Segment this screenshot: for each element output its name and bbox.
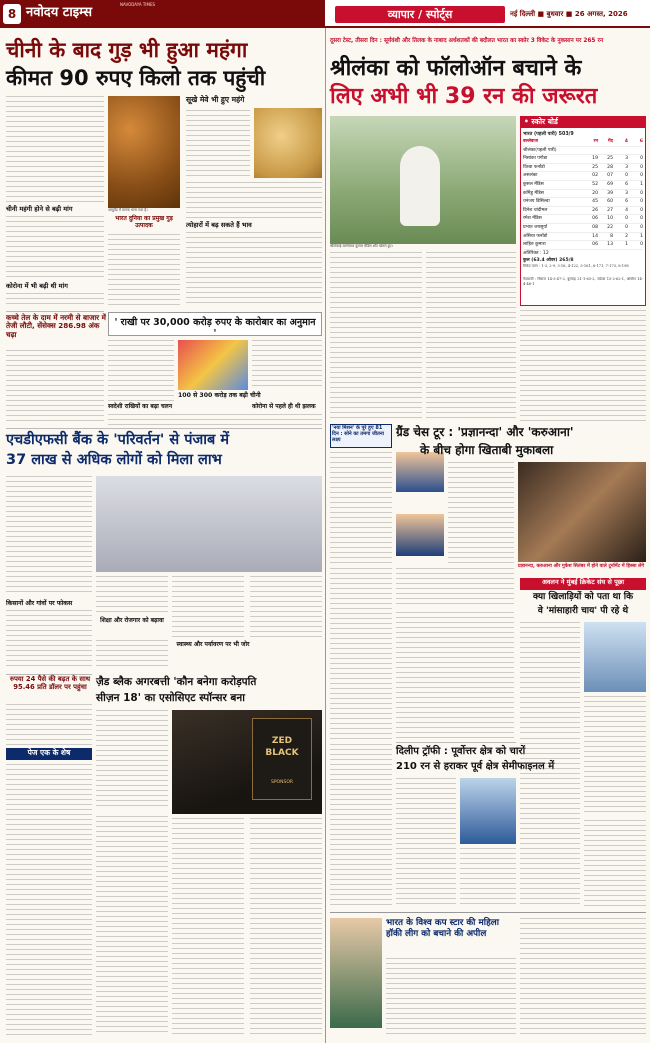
scoreboard-stat-cell: 45 xyxy=(592,199,598,205)
cricket-headline-line1: श्रीलंका को फॉलोऑन बचाने के xyxy=(330,56,582,81)
scoreboard-stat-cell: 0 xyxy=(640,173,643,179)
mumbai-photo xyxy=(584,622,646,692)
scoreboard-row xyxy=(523,215,643,224)
mumbai-article-col4 xyxy=(584,820,646,908)
scoreboard-row xyxy=(523,241,643,250)
scoreboard-stat-cell: 07 xyxy=(607,173,613,179)
player-photo-1 xyxy=(396,452,444,492)
cricket-article-col2 xyxy=(426,252,516,422)
scoreboard-stat-cell: 69 xyxy=(607,181,613,187)
scoreboard-player-cell: निसांका पगौडा xyxy=(523,156,548,162)
scoreboard-stat-cell: 6 xyxy=(639,139,643,144)
scoreboard-stat-cell: 20 xyxy=(592,190,598,196)
scoreboard-stat-cell: 52 xyxy=(592,181,598,187)
hdfc-article-col3 xyxy=(172,576,244,640)
scoreboard-player-cell: धनंजय डिसिल्वा xyxy=(523,199,550,205)
dry-fruits-photo xyxy=(254,108,322,178)
kbc-brand-zed: ZED xyxy=(271,736,293,746)
scoreboard-stat-cell: 25 xyxy=(592,164,598,170)
cricket-strap: दूसरा टेस्ट, तीसरा दिन : सूर्यवंशी और तिलक के नाबाद अर्धशतकों की बदौलत भारत का स्कोर 3 विकेट के नुकसान पर 265 रन xyxy=(330,38,604,44)
chess-caption: प्रज्ञानन्दा, करुआना और गुकेश सितंबर में होने वाले टूर्नामेंट में हिस्सा लेंगे xyxy=(518,564,645,569)
right-article-bottom-left xyxy=(330,744,392,908)
mumbai-article-col1 xyxy=(520,622,580,734)
kbc-article-col1 xyxy=(96,710,168,810)
hockey-article-col1 xyxy=(386,958,516,1036)
scoreboard-row xyxy=(523,190,643,199)
kbc-brand-black: BLACK xyxy=(265,748,299,758)
lead-article-col1c xyxy=(6,293,104,307)
hockey-article-col2 xyxy=(520,918,646,1036)
dry-fruit-article-b xyxy=(186,182,322,222)
scoreboard-stat-cell: 25 xyxy=(607,156,613,162)
scoreboard-stat-cell: 0 xyxy=(625,224,628,230)
hdfc-subhead-farmers: किसानों और गांवों पर फोकस xyxy=(6,600,73,607)
dry-fruit-article-c xyxy=(186,232,322,306)
rakhi-article-col3 xyxy=(252,340,322,390)
sensex-article xyxy=(6,350,104,424)
scoreboard-stat-cell: 4 xyxy=(624,139,628,144)
lead-headline-line2: कीमत 90 रुपए किलो तक पहुंची xyxy=(6,66,266,90)
scoreboard-stat-cell xyxy=(598,147,613,155)
scoreboard-row xyxy=(523,207,643,216)
mumbai-article-col3 xyxy=(520,738,580,908)
scoreboard-stat-cell: 1 xyxy=(640,233,643,239)
chess-article-col3 xyxy=(396,612,514,740)
continued-label: पेज एक के शेष xyxy=(27,748,71,757)
scoreboard-stat-cell: 02 xyxy=(592,173,598,179)
scoreboard-stat-cell: 0 xyxy=(625,216,628,222)
scoreboard-stat-cell: 10 xyxy=(607,216,613,222)
hockey-headline: भारत के विश्व कप स्टार की महिला हॉकी लीग को बचाने की अपील xyxy=(386,918,499,939)
scoreboard-stat-cell: 8 xyxy=(610,233,613,239)
festival-subhead: त्योहारों में बढ़ सकते हैं भाव xyxy=(186,221,252,229)
scoreboard-stat-cell: रन xyxy=(593,139,598,144)
dateline: नई दिल्ली ■ बुधवार ■ 26 अगस्त, 2026 xyxy=(510,10,628,18)
paper-small-caption: NAVODAYA TIMES xyxy=(120,2,156,7)
rakhi-subhead-2: स्वदेशी राखियों का बढ़ा चलन xyxy=(108,403,173,410)
scoreboard-stat-cell: 6 xyxy=(625,181,628,187)
scoreboard-total: कुल (63.4 ओवर) 265/8 xyxy=(523,258,574,263)
scoreboard-stat-cell: 08 xyxy=(592,224,598,230)
cricket-headline-line2: लिए अभी भी 39 रन की जरूरत xyxy=(330,84,598,109)
scoreboard-extras: अतिरिक्त : 12 xyxy=(523,251,549,256)
scoreboard-stat-cell: 2 xyxy=(625,233,628,239)
scoreboard-player-cell: श्रीलंका(पहली पारी) xyxy=(523,147,557,153)
rakhi-quote: ' राखी पर 30,000 करोड़ रुपए के कारोबार का अनुमान ' xyxy=(114,317,316,339)
hdfc-article-col4 xyxy=(250,576,322,640)
rakhi-subhead-3: कोरोना से पहले ही थी झलक xyxy=(252,403,316,410)
hdfc-subhead-health: स्वास्थ्य और पर्यावरण पर भी जोर xyxy=(176,641,250,648)
scoreboard-stat-cell: 0 xyxy=(640,164,643,170)
scoreboard-row xyxy=(523,233,643,242)
mission-article xyxy=(330,452,392,564)
cricket-article-col1 xyxy=(330,252,422,422)
chess-article-col2 xyxy=(396,568,514,608)
scoreboard-player-cell: दिनेश चांदीमल xyxy=(523,207,548,213)
scoreboard-stat-cell: 4 xyxy=(625,207,628,213)
mumbai-headline-line1: क्या खिलाड़ियों को पता था कि xyxy=(533,592,633,602)
continued-article xyxy=(6,764,92,1036)
kbc-brand-sponsor: SPONSOR xyxy=(270,780,293,785)
scoreboard-player-cell: असलंका xyxy=(523,173,538,179)
rakhi-article-col1 xyxy=(108,340,174,402)
hdfc-subhead-education: शिक्षा और रोजगार को बढ़ावा xyxy=(100,617,164,624)
scoreboard-row xyxy=(523,224,643,233)
cricket-photo-caption: श्रीलंकाई बल्लेबाज कुसल मेंडिस शॉट खेलते हुए। xyxy=(330,244,393,248)
rupee-article xyxy=(6,704,92,746)
hdfc-headline-line2: 37 लाख से अधिक लोगों को मिला लाभ xyxy=(6,452,222,468)
sensex-headline: कच्चे तेल के दाम में नरमी से बाजार में तेजी लौटी, सेंसेक्स 286.98 अंक चढ़ा xyxy=(6,313,106,339)
dry-fruit-subhead: सूखे मेवे भी हुए महंगे xyxy=(186,95,245,104)
lead-headline-line1: चीनी के बाद गुड़ भी हुआ महंगा xyxy=(6,38,248,62)
rupee-headline: रुपया 24 पैसे की बढ़त के साथ 95.46 प्रति डॉलर पर पहुंचा xyxy=(9,675,91,691)
hdfc-headline-line1: एचडीएफसी बैंक के 'परिवर्तन' से पंजाब में xyxy=(6,432,230,448)
scoreboard-stat-cell: 39 xyxy=(607,190,613,196)
lead-subhead-2: कोरोना में भी बढ़ी थी मांग xyxy=(6,282,68,290)
scoreboard-row xyxy=(523,164,643,173)
scoreboard-player-cell: कमिंडु मेंडिस xyxy=(523,190,544,196)
duleep-article-col1 xyxy=(396,778,456,906)
divider-sensex xyxy=(6,311,104,312)
duleep-headline-line1: दिलीप ट्रॉफी : पूर्वोत्तर क्षेत्र को चारों xyxy=(396,746,526,757)
hdfc-article-col1 xyxy=(6,476,92,596)
jaggery-photo-caption: आयुर्वेद में मानक माना गया है। xyxy=(108,208,148,212)
scoreboard-team-line: भारत (पहली पारी) 503/9 xyxy=(523,132,574,137)
scoreboard-bowling: गेंदबाजी : सिराज 14-3-47-2, बुमराह 21-1-63-2, जडेजा 15-2-62-1, अश्विन 14-4-46-1 xyxy=(523,277,643,287)
scoreboard-stat-cell: 1 xyxy=(640,181,643,187)
scoreboard-stat-cell: 06 xyxy=(592,242,598,248)
scoreboard-fall: विकेट पतन : 1-3, 2-9, 3-16, 4-122, 5-161, 6-171, 7-173, 8-198 xyxy=(523,264,629,268)
scoreboard-stat-cell: 19 xyxy=(592,156,598,162)
scoreboard-stat-cell: 26 xyxy=(592,207,598,213)
chess-headline-line1: ग्रैंड चेस टूर : 'प्रज्ञानन्दा' और 'करुआना' xyxy=(396,425,574,439)
paper-name: नवोदय टाइम्स xyxy=(26,5,93,20)
scoreboard-stat-cell: 0 xyxy=(640,190,643,196)
mumbai-article-col2 xyxy=(584,696,646,816)
page-number-badge: 8 xyxy=(3,4,21,24)
lead-article-col1 xyxy=(6,96,104,204)
scoreboard-stat-cell: 0 xyxy=(640,199,643,205)
page-gutter xyxy=(325,28,326,1043)
india-producer-head: भारत दुनिया का प्रमुख गुड़ उत्पादक xyxy=(115,215,173,229)
hdfc-article-col2 xyxy=(96,576,168,616)
scoreboard-stat-cell: 28 xyxy=(607,164,613,170)
scoreboard-player-cell: लाहिरु कुमारा xyxy=(523,242,546,248)
chess-article-col1 xyxy=(448,462,514,566)
scoreboard-row xyxy=(523,172,643,181)
scoreboard-table xyxy=(523,138,643,250)
scoreboard-row xyxy=(523,198,643,207)
rakhi-subhead-1: 100 से 300 करोड़ तक बढ़ी चीनी xyxy=(178,392,261,399)
kbc-article-col3 xyxy=(172,818,244,1036)
kbc-article-col4 xyxy=(250,818,322,1036)
hdfc-article-col2b xyxy=(96,640,168,670)
scoreboard-stat-cell: 14 xyxy=(592,233,598,239)
hdfc-event-photo xyxy=(96,476,322,572)
scoreboard-row xyxy=(523,181,643,190)
scoreboard-stat-cell: 06 xyxy=(592,216,598,222)
scoreboard-stat-cell: 3 xyxy=(625,164,628,170)
cricket-article-col3 xyxy=(520,310,646,422)
scoreboard-stat-cell: 13 xyxy=(607,242,613,248)
lead-subhead-1: चीनी महंगी होने से बढ़ी मांग xyxy=(6,205,73,213)
duleep-headline-line2: 210 रन से हराकर पूर्व क्षेत्र सेमीफाइनल में xyxy=(396,761,555,772)
scoreboard-player-cell: असिथा फर्नांडो xyxy=(523,233,548,239)
scoreboard-stat-cell: 0 xyxy=(640,242,643,248)
dry-fruit-article-a xyxy=(186,110,250,178)
scoreboard-stat-cell xyxy=(628,147,643,155)
duleep-photo xyxy=(460,778,516,844)
scoreboard-stat-cell: 60 xyxy=(607,199,613,205)
mumbai-kicker: अवलन ने मुंबई क्रिकेट संघ से पूछा xyxy=(541,578,625,586)
player-photo-2 xyxy=(396,514,444,556)
scoreboard-stat-cell: गेंद xyxy=(607,139,613,144)
duleep-article-col2 xyxy=(460,848,516,908)
scoreboard-stat-cell: 3 xyxy=(625,156,628,162)
kbc-article-col2 xyxy=(96,816,168,1036)
mission-article-b xyxy=(330,568,392,740)
jaggery-photo xyxy=(108,96,180,208)
scoreboard-stat-cell: 22 xyxy=(607,224,613,230)
scoreboard-stat-cell: 0 xyxy=(625,173,628,179)
scoreboard-row xyxy=(523,147,643,156)
scoreboard-stat-cell: 0 xyxy=(640,224,643,230)
scoreboard-stat-cell xyxy=(613,147,628,155)
scoreboard-player-cell: विश्वा फर्नांडो xyxy=(523,164,545,170)
rakhi-photo xyxy=(178,340,248,390)
divider-duleep xyxy=(396,742,516,743)
mumbai-headline-line2: वे 'मांसाहारी चाय' पी रहे थे xyxy=(537,606,629,616)
scoreboard-row xyxy=(523,155,643,164)
kbc-sponsor-panel xyxy=(252,718,312,800)
scoreboard-player-cell: रमेश मेंडिस xyxy=(523,216,542,222)
lead-article-col1b xyxy=(6,216,104,280)
scoreboard-player-cell: बल्लेबाज xyxy=(523,139,539,144)
mission-box-head: 'नया मिशन' के पूरे हुए 81 दिन : सोने का तमगा जीतना लक्ष्य xyxy=(332,425,384,443)
scoreboard-header-row xyxy=(523,138,643,147)
scoreboard-stat-cell: 0 xyxy=(640,207,643,213)
scoreboard-stat-cell: 3 xyxy=(625,190,628,196)
kbc-headline-line2: सीज़न 18' का एसोसिएट स्पॉन्सर बना xyxy=(96,692,245,704)
kbc-headline-line1: ज़ैड ब्लैक अगरबत्ती 'कौन बनेगा करोड़पति xyxy=(96,676,257,688)
scoreboard-stat-cell: 0 xyxy=(640,156,643,162)
hockey-photo xyxy=(330,918,382,1028)
scoreboard-stat-cell: 1 xyxy=(625,242,628,248)
rakhi-article-bottom xyxy=(108,414,322,426)
scoreboard-player-cell: प्रभात जयसूर्या xyxy=(523,224,548,230)
scoreboard-stat-cell: 6 xyxy=(625,199,628,205)
scoreboard-stat-cell: 27 xyxy=(607,207,613,213)
scoreboard-stat-cell: 0 xyxy=(640,216,643,222)
hdfc-article-col1b xyxy=(6,610,92,670)
cricket-player-figure xyxy=(400,146,440,226)
scoreboard-title: • स्कोर बोर्ड xyxy=(520,116,646,128)
divider-hdfc xyxy=(6,428,322,429)
lead-article-col2 xyxy=(108,234,180,306)
chess-headline-line2: के बीच होगा खिताबी मुकाबला xyxy=(420,443,554,457)
section-tag: व्यापार / स्पोर्ट्स xyxy=(335,6,505,23)
scoreboard-stat-cell xyxy=(583,147,598,155)
scoreboard-player-cell: कुसल मेंडिस xyxy=(523,181,544,187)
chess-photo xyxy=(518,462,646,562)
